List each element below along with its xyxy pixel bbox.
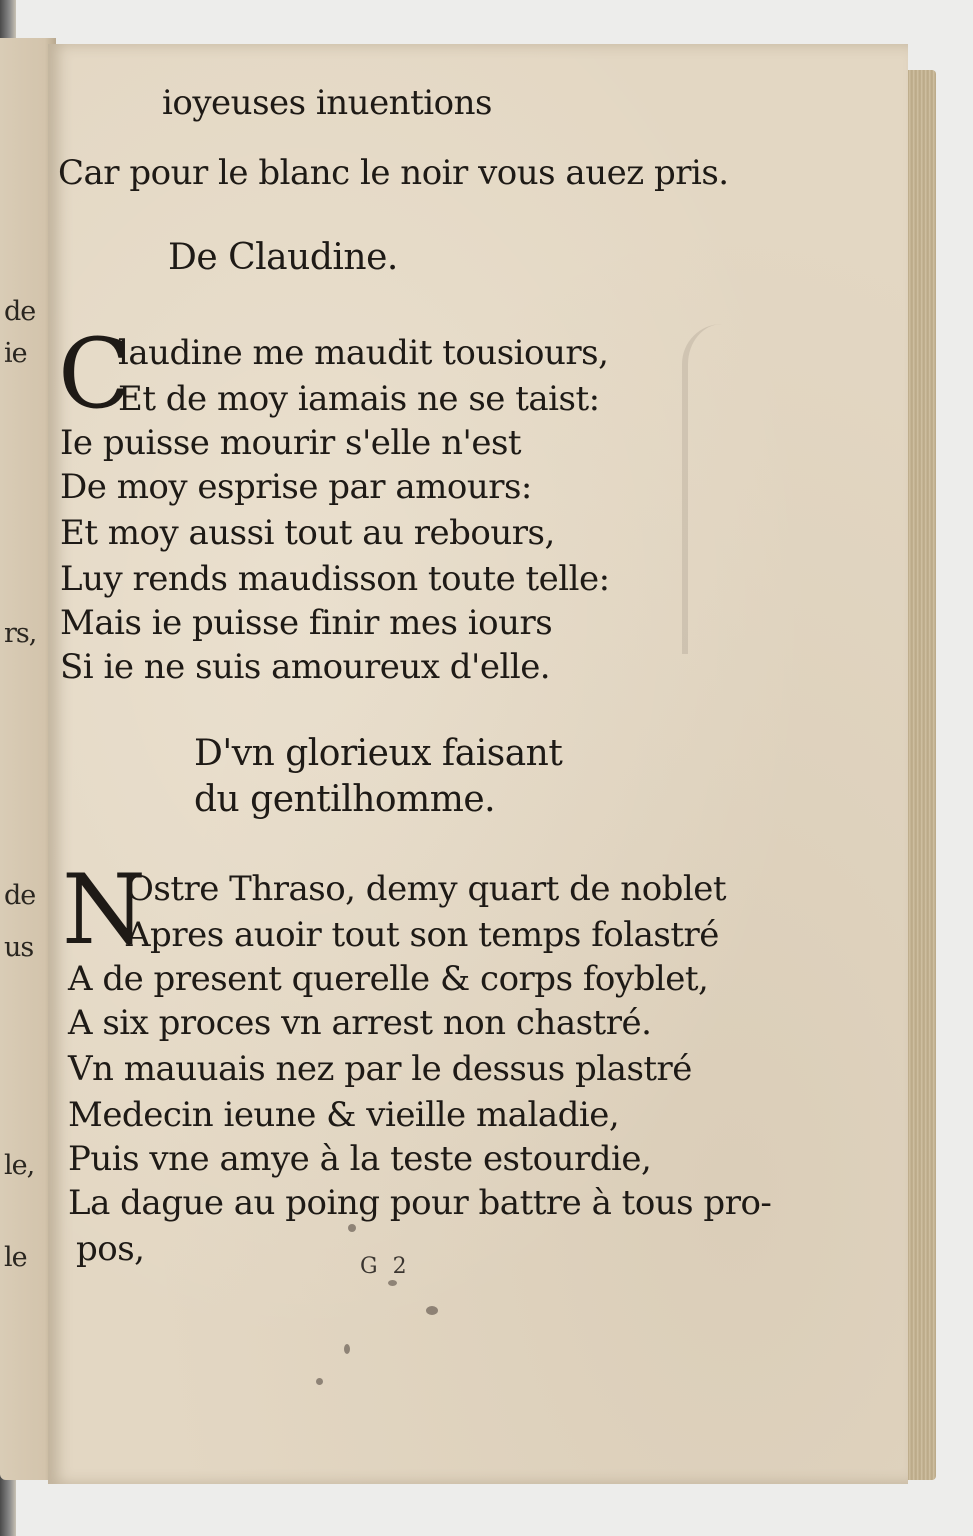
- carry-over-line: Car pour le blanc le noir vous auez pris.: [58, 153, 729, 193]
- ink-speck: [388, 1280, 397, 1286]
- poem-title: du gentilhomme.: [194, 779, 496, 820]
- poem-title: D'vn glorieux faisant: [194, 733, 563, 774]
- verse-line: Luy rends maudisson toute telle:: [60, 559, 610, 599]
- running-head: ioyeuses inuentions: [162, 83, 492, 123]
- verse-line: La dague au poing pour battre à tous pro-: [68, 1183, 772, 1223]
- verse-line: A de present querelle & corps foyblet,: [68, 959, 709, 999]
- verse-line: Medecin ieune & vieille maladie,: [68, 1095, 620, 1135]
- facing-page-fragment: rs,: [4, 618, 37, 649]
- poem-title: De Claudine.: [168, 237, 398, 278]
- verse-line: Apres auoir tout son temps folastré: [126, 915, 719, 955]
- facing-page-fragment: de: [4, 880, 36, 911]
- ink-speck: [348, 1224, 356, 1232]
- facing-page-fragment: us: [4, 932, 34, 963]
- facing-page-fragment: le: [4, 1242, 27, 1273]
- verse-line: De moy esprise par amours:: [60, 467, 532, 507]
- drop-cap: C: [58, 318, 132, 430]
- page-stack-edge: [906, 70, 936, 1480]
- verse-line: Si ie ne suis amoureux d'elle.: [60, 647, 551, 687]
- verse-line: A six proces vn arrest non chastré.: [68, 1003, 652, 1043]
- verse-line: Vn mauuais nez par le dessus plastré: [68, 1049, 692, 1089]
- verse-line: Ie puisse mourir s'elle n'est: [60, 423, 522, 463]
- facing-page-fragment: le,: [4, 1150, 35, 1181]
- ink-speck: [344, 1344, 350, 1354]
- verse-line: Et moy aussi tout au rebours,: [60, 513, 555, 553]
- facing-page-fragment: ie: [4, 338, 27, 369]
- facing-page-fragment: de: [4, 296, 36, 327]
- verse-line: laudine me maudit tousiours,: [118, 333, 609, 373]
- book-page: [48, 44, 908, 1484]
- show-through-mark: [682, 324, 778, 654]
- verse-line: Et de moy iamais ne se taist:: [118, 379, 600, 419]
- verse-line: Ostre Thraso, demy quart de noblet: [126, 869, 727, 909]
- ink-speck: [316, 1378, 323, 1385]
- drop-cap: N: [62, 854, 146, 966]
- verse-line: pos,: [76, 1229, 145, 1269]
- verse-line: Puis vne amye à la teste estourdie,: [68, 1139, 652, 1179]
- verse-line: Mais ie puisse finir mes iours: [60, 603, 553, 643]
- ink-speck: [426, 1306, 438, 1315]
- signature-mark: G 2: [360, 1254, 411, 1279]
